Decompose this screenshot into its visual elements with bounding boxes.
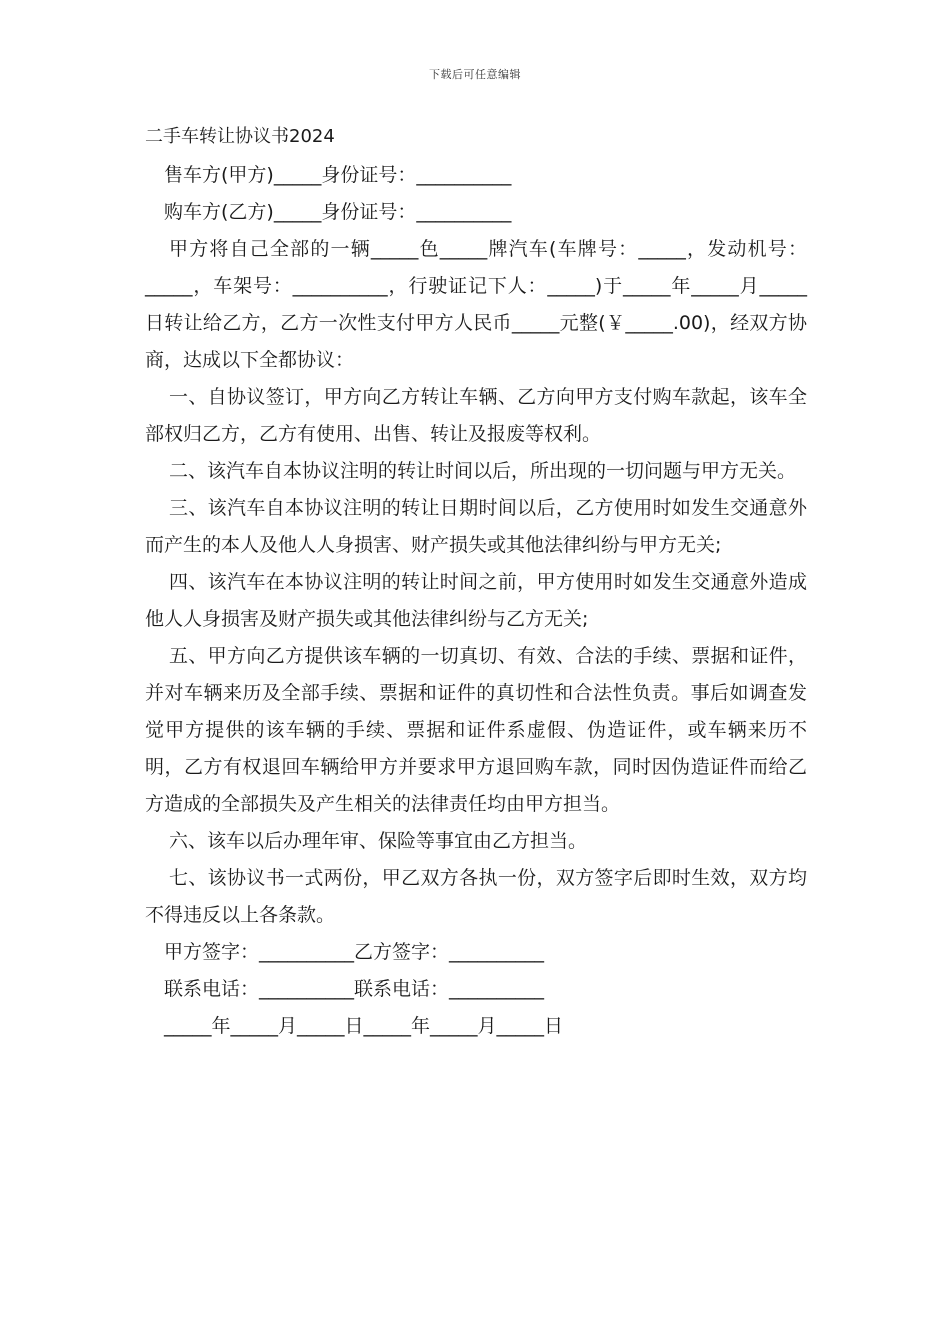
buyer-line: 购车方(乙方)_____身份证号：__________ bbox=[164, 201, 512, 223]
phone-line: 联系电话：__________联系电话：__________ bbox=[164, 978, 545, 1000]
clause-4: 四、该汽车在本协议注明的转让时间之前，甲方使用时如发生交通意外造成他人人身损害及财产损失或其他法律纠纷与乙方无关; bbox=[145, 571, 807, 630]
clause-5: 五、甲方向乙方提供该车辆的一切真切、有效、合法的手续、票据和证件，并对车辆来历及全部手续、票据和证件的真切性和合法性负责。事后如调查发觉甲方提供的该车辆的手续、票据和证件系虚假、伪造证件，或车辆来历不明，乙方有权退回车辆给甲方并要求甲方退回购车款，同时因伪造证件而给乙方造成的全部损失及产生相关的法律责任均由甲方担当。 bbox=[145, 645, 807, 815]
clause-3: 三、该汽车自本协议注明的转让日期时间以后，乙方使用时如发生交通意外而产生的本人及他人人身损害、财产损失或其他法律纠纷与甲方无关; bbox=[145, 497, 807, 556]
clause-2: 二、该汽车自本协议注明的转让时间以后，所出现的一切问题与甲方无关。 bbox=[169, 460, 797, 482]
intro-paragraph: 甲方将自己全部的一辆_____色_____牌汽车(车牌号：_____，发动机号：_____，车架号：__________，行驶证记下人：_____)于_____年_____月_____日转让给乙方，乙方一次性支付甲方人民币_____元整(￥_____.00)，经双方协商，达成以下全都协议： bbox=[145, 238, 807, 371]
date-line: _____年_____月_____日_____年_____月_____日 bbox=[164, 1015, 564, 1037]
clause-1: 一、自协议签订，甲方向乙方转让车辆、乙方向甲方支付购车款起，该车全部权归乙方，乙方有使用、出售、转让及报废等权利。 bbox=[145, 386, 807, 445]
seller-line: 售车方(甲方)_____身份证号：__________ bbox=[164, 164, 512, 186]
header-note: 下载后可任意编辑 bbox=[429, 68, 521, 81]
clause-6: 六、该车以后办理年审、保险等事宜由乙方担当。 bbox=[169, 830, 588, 852]
clause-7: 七、该协议书一式两份，甲乙双方各执一份，双方签字后即时生效，双方均不得违反以上各条款。 bbox=[145, 867, 807, 926]
document-title: 二手车转让协议书2024 bbox=[145, 126, 335, 147]
signature-line: 甲方签字：__________乙方签字：__________ bbox=[164, 941, 545, 963]
document-body bbox=[145, 122, 807, 1045]
